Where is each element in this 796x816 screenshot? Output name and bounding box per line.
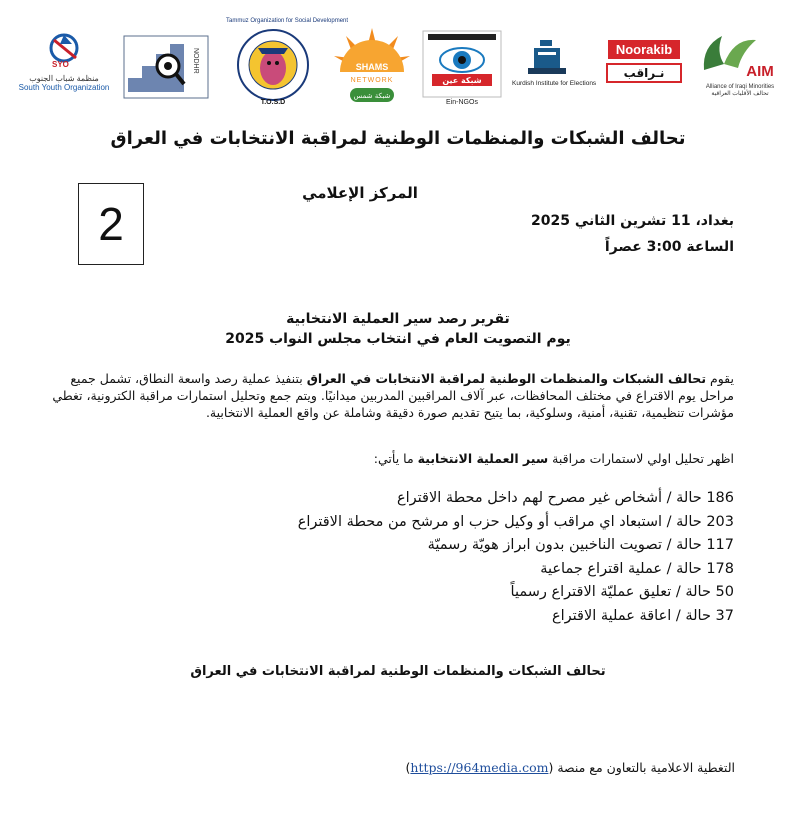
ein-ar-name: شبكة عين: [442, 76, 482, 85]
kie-logo: [512, 38, 597, 102]
intro-prefix: يقوم: [706, 371, 734, 386]
shams-ar-name: شبكة شمس: [353, 92, 391, 100]
lead-suffix: ما يأتي:: [373, 451, 418, 466]
kie-box-icon: [512, 38, 594, 76]
nodhr-abbr: NODHR: [192, 48, 199, 74]
time-line: الساعة 3:00 عصراً: [604, 239, 734, 255]
noorakib-logo: [602, 40, 686, 96]
shams-abbr: SHAMS: [355, 62, 389, 72]
syo-abbr: SYO: [52, 60, 69, 69]
noorakib-en-name: Noorakib: [608, 40, 680, 59]
lead-prefix: اظهر تحليل اولي لاستمارات مراقبة: [548, 451, 734, 466]
report-title: تقرير رصد سير العملية الانتخابية: [286, 311, 510, 327]
list-item: 37 حالة / اعاقة عملية الاقتراع: [551, 607, 734, 624]
list-item: 178 حالة / عملية اقتراع جماعية: [540, 560, 734, 577]
list-item: 186 حالة / أشخاص غير مصرح لهم داخل محطة الاقتراع: [396, 490, 734, 506]
syo-emblem-icon: [14, 30, 114, 70]
aim-ar-name: تحالف الأقليات العراقية: [711, 91, 769, 97]
logos-row: [0, 0, 796, 120]
list-item: 203 حالة / استبعاد اي مراقب أو وكيل حزب او مرشح من محطة الاقتراع: [297, 513, 734, 530]
tosd-en-name: Tammuz Organization for Social Development: [226, 18, 349, 24]
report-number-box: 2: [78, 183, 144, 265]
tosd-logo: [226, 18, 349, 106]
syo-logo: [14, 30, 114, 100]
kie-en-name: Kurdish Institute for Elections: [512, 80, 597, 87]
shams-sun-icon: [330, 26, 414, 106]
shams-logo: [330, 26, 414, 106]
shams-sub: NETWORK: [350, 77, 394, 84]
media-credit-link[interactable]: https://964media.com: [410, 760, 549, 775]
aim-logo: [694, 30, 786, 106]
ein-eye-icon: [422, 30, 502, 106]
nodhr-logo: [122, 34, 210, 100]
lead-paragraph: [374, 451, 734, 466]
aim-en-name: Alliance of Iraqi Minorities: [705, 84, 775, 90]
intro-rest: بتنفيذ عملية رصد واسعة النطاق، تشمل جميع مراحل يوم الاقتراع في مختلف المحافظات، عبر آلاف المراقبين المدربين ميدانيًا. ويتم جمع وتحليل استمارات مراقبة الكترونية، تغطي مؤشرات تنظيمية، تقنية، أمنية، وسلوكية، بما يتيح تقديم صورة دقيقة وشاملة عن واقع العملية الانتخابية.: [52, 371, 734, 420]
intro-org: تحالف الشبكات والمنظمات الوطنية لمراقبة الانتخابات في العراق: [306, 371, 707, 386]
cases-list: [134, 487, 734, 628]
lead-bold: سير العملية الانتخابية: [417, 451, 549, 466]
aim-dove-icon: [694, 30, 786, 80]
report-subtitle: يوم التصويت العام في انتخاب مجلس النواب 2025: [225, 331, 571, 347]
ein-en-name: Ein-NGOs: [446, 99, 478, 106]
nodhr-emblem-icon: [122, 34, 210, 100]
intro-paragraph: [44, 370, 734, 421]
syo-ar-name: منظمة شباب الجنوب: [29, 74, 99, 83]
noorakib-ar-name: نـراقب: [606, 63, 682, 83]
aim-abbr: AIM: [746, 63, 774, 80]
media-credit-text: التغطية الاعلامية بالتعاون مع منصة: [557, 760, 735, 775]
list-item: 50 حالة / تعليق عمليّة الاقتراع رسمياً: [510, 584, 734, 600]
main-title: تحالف الشبكات والمنظمات الوطنية لمراقبة الانتخابات في العراق: [110, 128, 686, 149]
syo-en-name: South Youth Organization: [18, 83, 110, 92]
tosd-abbr: T.O.S.D: [260, 99, 286, 106]
media-credit: التغطية الاعلامية بالتعاون مع منصة (https://964media.com): [405, 760, 735, 775]
footer-signature: تحالف الشبكات والمنظمات الوطنية لمراقبة الانتخابات في العراق: [190, 664, 606, 679]
date-line: بغداد، 11 تشرين الثاني 2025: [530, 213, 734, 229]
tosd-emblem-icon: [228, 28, 318, 106]
ein-logo: [422, 30, 502, 106]
media-center-label: المركز الإعلامي: [302, 184, 418, 202]
list-item: 117 حالة / تصويت الناخبين بدون ابراز هويّة رسميّة: [427, 537, 734, 553]
